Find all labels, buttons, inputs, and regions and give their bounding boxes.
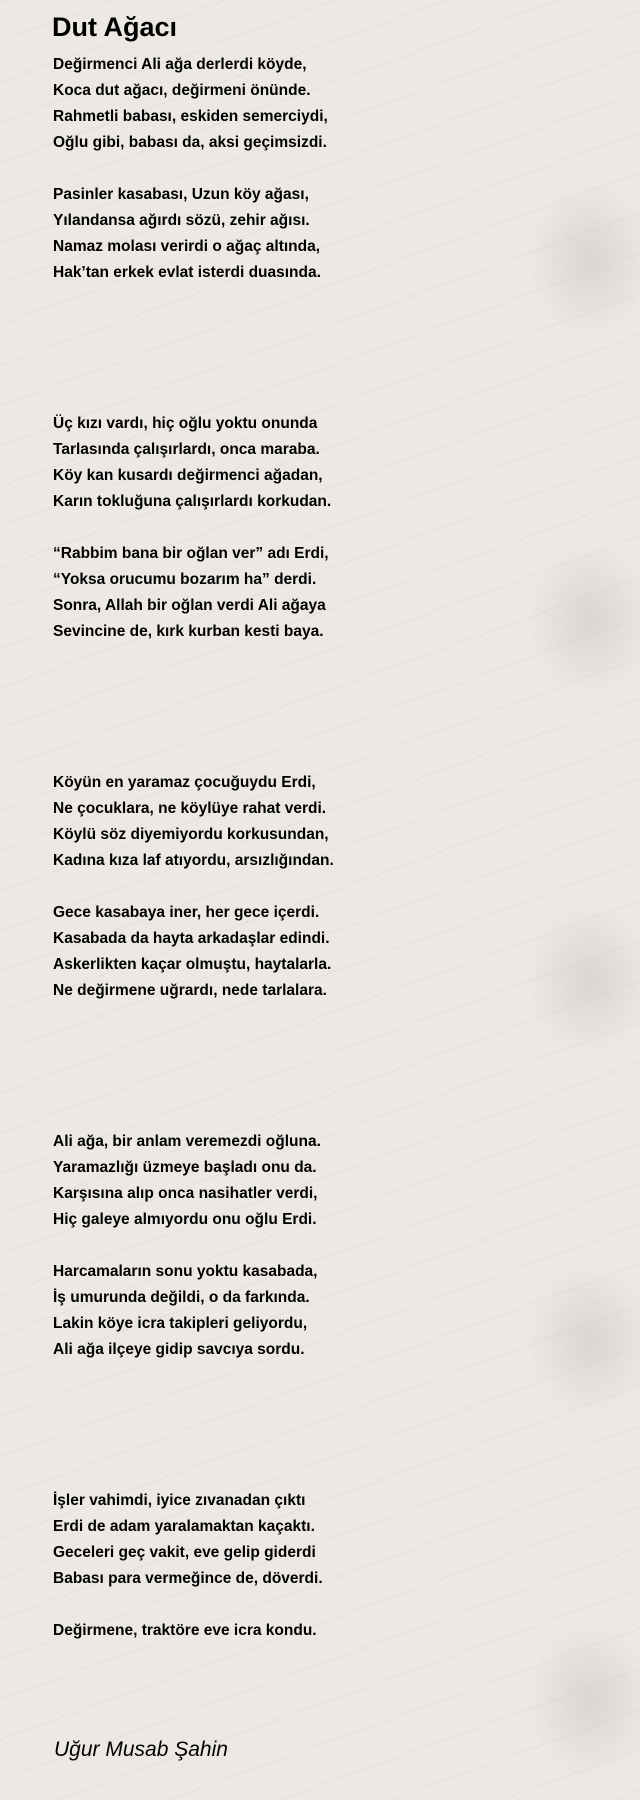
poem-line: Karın tokluğuna çalışırlardı korkudan.	[53, 493, 332, 510]
author-name: Uğur Musab Şahin	[54, 1738, 228, 1761]
poem-line: Sevincine de, kırk kurban kesti baya.	[53, 623, 324, 640]
poem-line: Değirmenci Ali ağa derlerdi köyde,	[53, 56, 307, 73]
poem-line: Namaz molası verirdi o ağaç altında,	[53, 238, 321, 255]
poem-line: Kadına kıza laf atıyordu, arsızlığından.	[53, 852, 334, 869]
poem-line: Geceleri geç vakit, eve gelip giderdi	[53, 1544, 316, 1561]
stanza	[53, 770, 334, 874]
poem-line: “Yoksa orucumu bozarım ha” derdi.	[53, 571, 317, 588]
poem-line: Ali ağa, bir anlam veremezdi oğluna.	[53, 1133, 321, 1150]
poem-line: Hak’tan erkek evlat isterdi duasında.	[53, 264, 321, 281]
poem-line: İşler vahimdi, iyice zıvanadan çıktı	[53, 1492, 306, 1509]
poem-line: Erdi de adam yaralamaktan kaçaktı.	[53, 1518, 315, 1535]
poem-line: Lakin köye icra takipleri geliyordu,	[53, 1315, 308, 1332]
poem-line: Harcamaların sonu yoktu kasabada,	[53, 1263, 318, 1280]
poem-line: Gece kasabaya iner, her gece içerdi.	[53, 904, 320, 921]
poem-line: Kasabada da hayta arkadaşlar edindi.	[53, 930, 330, 947]
stanza	[53, 1259, 317, 1363]
stanza	[53, 1618, 317, 1644]
poem-line: Koca dut ağacı, değirmeni önünde.	[53, 82, 311, 99]
poem-line: Askerlikten kaçar olmuştu, haytalarla.	[53, 956, 332, 973]
stanza	[53, 541, 329, 645]
poem-line: Rahmetli babası, eskiden semerciydi,	[53, 108, 328, 125]
stanza	[53, 52, 328, 156]
poem-line: Tarlasında çalışırlardı, onca maraba.	[53, 441, 320, 458]
poem-line: Ne değirmene uğrardı, nede tarlalara.	[53, 982, 327, 999]
stanza	[53, 411, 331, 515]
poem-line: Köyün en yaramaz çocuğuydu Erdi,	[53, 774, 316, 791]
poem-line: Değirmene, traktöre eve icra kondu.	[53, 1622, 317, 1639]
poem-line: Yılandansa ağırdı sözü, zehir ağısı.	[53, 212, 310, 229]
poem-line: Oğlu gibi, babası da, aksi geçimsizdi.	[53, 134, 327, 151]
poem-line: Sonra, Allah bir oğlan verdi Ali ağaya	[53, 597, 326, 614]
poem-line: Karşısına alıp onca nasihatler verdi,	[53, 1185, 318, 1202]
poem-line: Pasinler kasabası, Uzun köy ağası,	[53, 186, 309, 203]
poem-line: Yaramazlığı üzmeye başladı onu da.	[53, 1159, 317, 1176]
poem-line: Köy kan kusardı değirmenci ağadan,	[53, 467, 323, 484]
stanza	[53, 1129, 321, 1233]
poem-line: “Rabbim bana bir oğlan ver” adı Erdi,	[53, 545, 329, 562]
poem-line: İş umurunda değildi, o da farkında.	[53, 1289, 310, 1306]
poem-line: Ne çocuklara, ne köylüye rahat verdi.	[53, 800, 327, 817]
poem-line: Üç kızı vardı, hiç oğlu yoktu onunda	[53, 415, 318, 432]
stanza	[53, 182, 321, 286]
poem-line: Köylü söz diyemiyordu korkusundan,	[53, 826, 329, 843]
poem-line: Hiç galeye almıyordu onu oğlu Erdi.	[53, 1211, 317, 1228]
poem-line: Babası para vermeğince de, döverdi.	[53, 1570, 323, 1587]
stanza	[53, 1488, 323, 1592]
stanza	[53, 900, 331, 1004]
poem-line: Ali ağa ilçeye gidip savcıya sordu.	[53, 1341, 305, 1358]
poem-title: Dut Ağacı	[52, 12, 178, 42]
